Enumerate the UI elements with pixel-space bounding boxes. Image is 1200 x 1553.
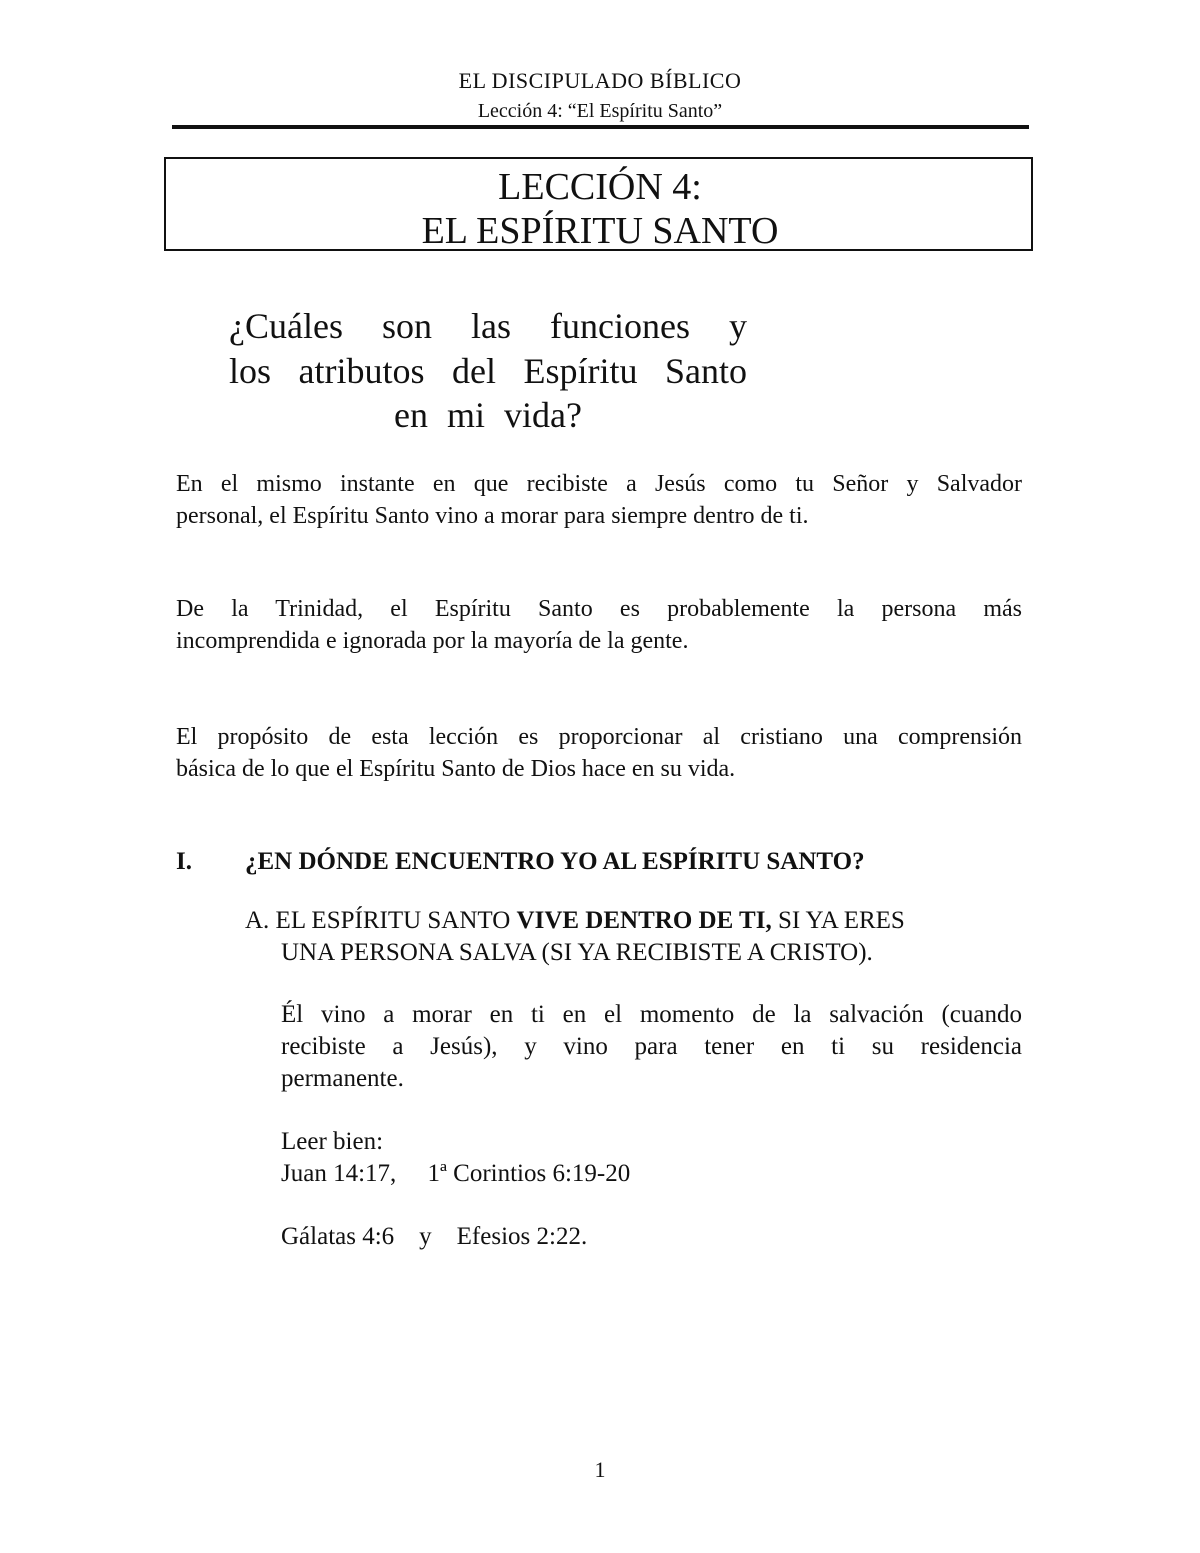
header-rule	[172, 125, 1029, 129]
paragraph-trinity-line-1: De la Trinidad, el Espíritu Santo es probablemente la persona más	[176, 596, 1022, 622]
scripture-refs-line-2: Gálatas 4:6 y Efesios 2:22.	[281, 1223, 588, 1250]
paragraph-intro	[176, 468, 1022, 532]
section-number: I.	[176, 848, 192, 875]
question-line-3: en mi vida?	[394, 395, 582, 435]
lesson-number: LECCIÓN 4:	[498, 166, 702, 208]
question-line-1: ¿Cuáles son las funciones y	[229, 306, 747, 346]
paragraph-trinity-line-2: incomprendida e ignorada por la mayoría de la gente.	[176, 628, 689, 654]
subsection-a-body-line-1: Él vino a morar en ti en el momento de la salvación (cuando	[281, 1001, 1022, 1028]
header-subtitle: Lección 4: “El Espíritu Santo”	[477, 100, 723, 122]
read-label: Leer bien:	[281, 1128, 384, 1155]
paragraph-purpose	[176, 721, 1022, 785]
subsection-a-body-line-3: permanente.	[281, 1065, 404, 1092]
paragraph-intro-line-2: personal, el Espíritu Santo vino a morar para siempre dentro de ti.	[176, 503, 809, 529]
subsection-a-heading	[245, 905, 1022, 969]
page-number: 1	[594, 1457, 606, 1482]
subsection-a-body-line-2: recibiste a Jesús), y vino para tener en ti su residencia	[281, 1033, 1022, 1060]
paragraph-trinity	[176, 593, 1022, 657]
subsection-a-line-2: UNA PERSONA SALVA (SI YA RECIBISTE A CRISTO).	[281, 939, 873, 966]
lesson-title: EL ESPÍRITU SANTO	[421, 210, 779, 252]
paragraph-purpose-line-1: El propósito de esta lección es proporcionar al cristiano una comprensión	[176, 724, 1022, 750]
paragraph-purpose-line-2: básica de lo que el Espíritu Santo de Dios hace en su vida.	[176, 756, 736, 782]
subsection-a-body	[281, 999, 1022, 1095]
header-title: EL DISCIPULADO BÍBLICO	[458, 68, 742, 93]
paragraph-intro-line-1: En el mismo instante en que recibiste a Jesús como tu Señor y Salvador	[176, 471, 1022, 497]
subsection-a-prefix: A. EL ESPÍRITU SANTO	[245, 907, 517, 934]
subsection-a-line-1	[245, 905, 1022, 937]
section-title: ¿EN DÓNDE ENCUENTRO YO AL ESPÍRITU SANTO?	[245, 848, 865, 875]
scripture-refs-line-1: Juan 14:17, 1ª Corintios 6:19-20	[281, 1160, 631, 1187]
subsection-a-bold: VIVE DENTRO DE TI,	[516, 907, 772, 934]
subsection-a-suffix: SI YA ERES	[771, 907, 905, 934]
question-line-2: los atributos del Espíritu Santo	[229, 351, 747, 391]
